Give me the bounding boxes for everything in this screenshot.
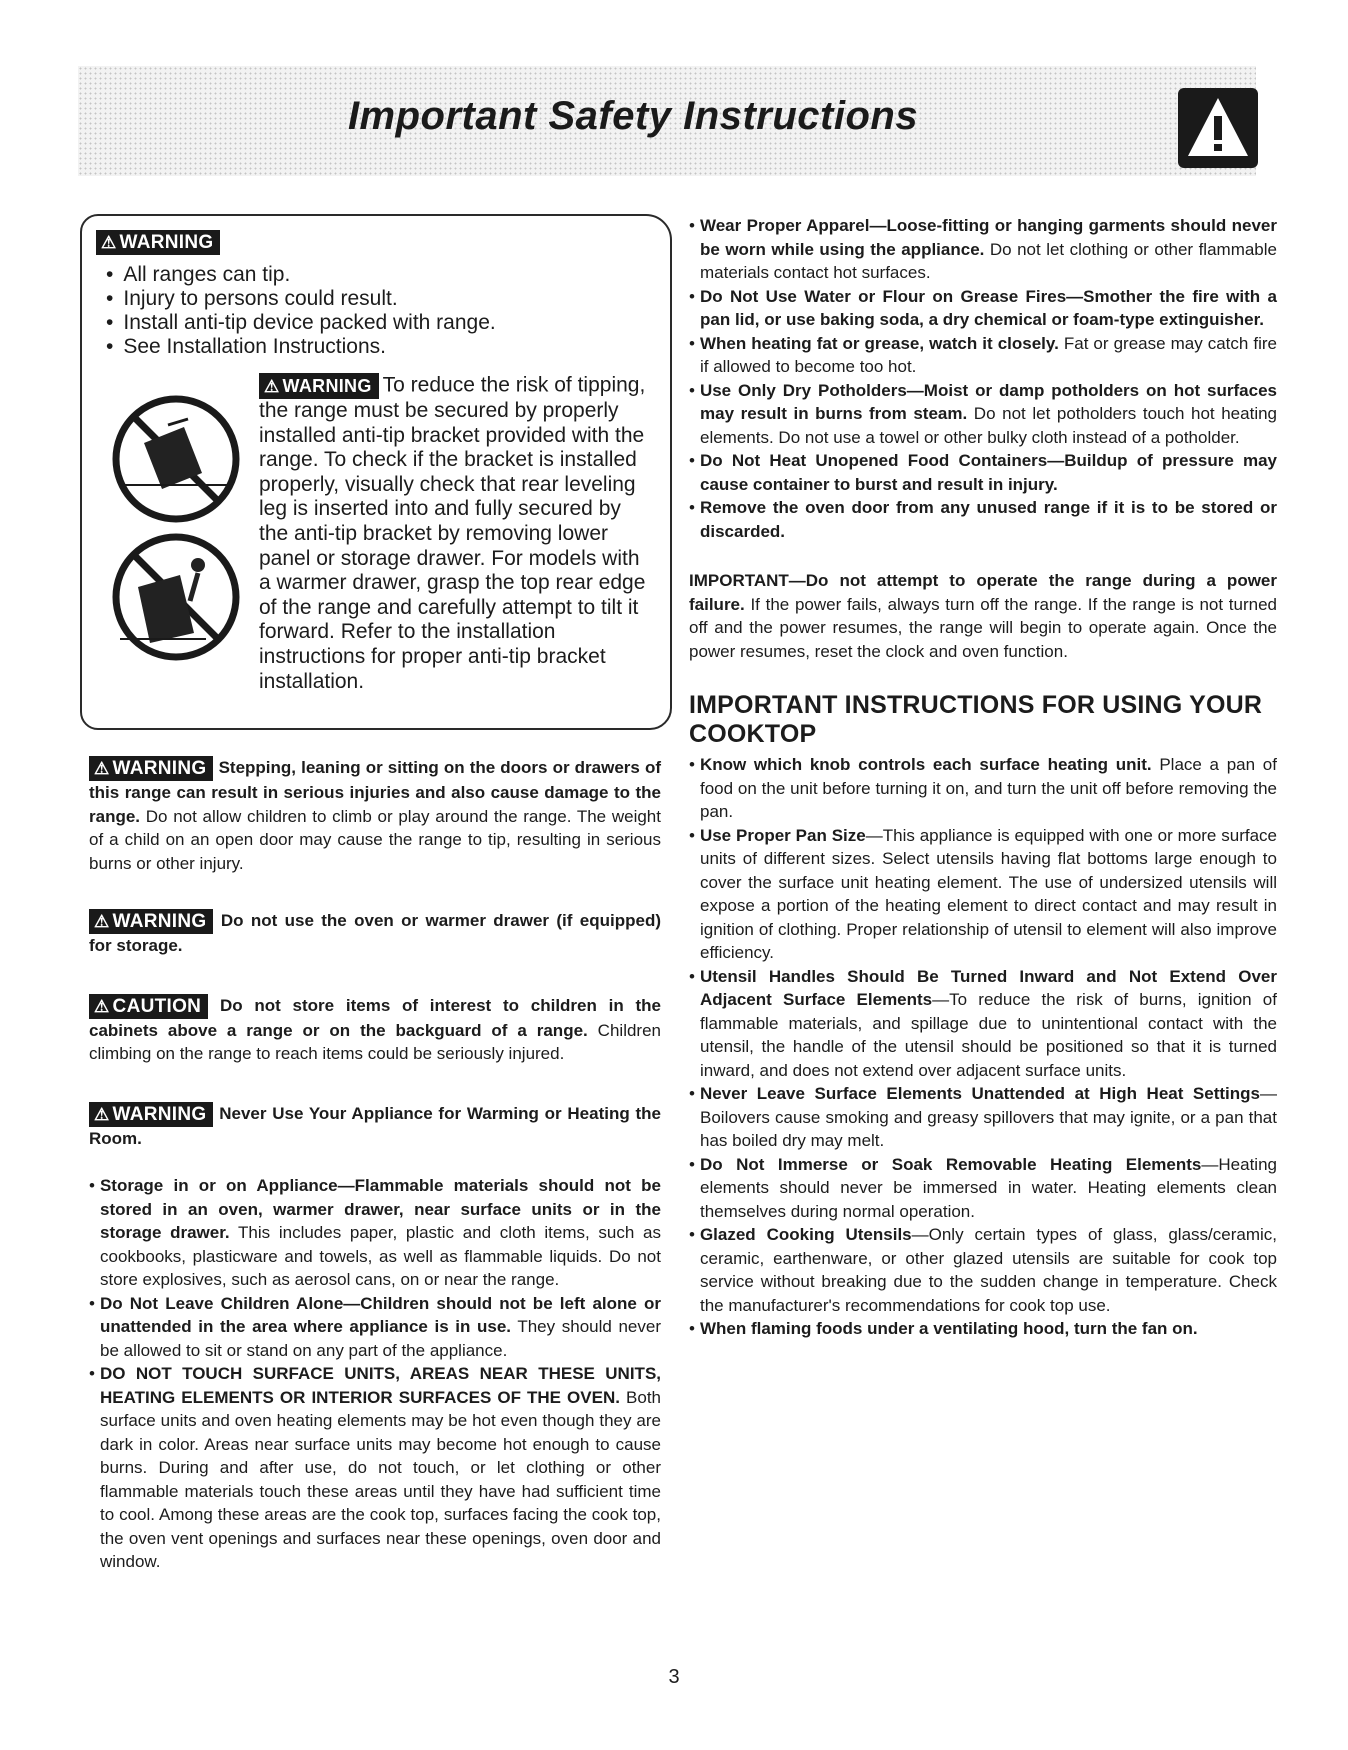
alert-icon: ⚠ bbox=[94, 1104, 110, 1124]
left-safety-list bbox=[89, 1174, 661, 1574]
alert-icon: ⚠ bbox=[94, 912, 110, 932]
cooktop-heading: IMPORTANT INSTRUCTIONS FOR USING YOUR COOKTOP bbox=[689, 691, 1263, 748]
tip-instruction-text: ⚠ WARNING To reduce the risk of tipping, the range must be secured by properly installed anti-tip bracket provided with the range. To check if the bracket is installed properly, visually check that rear leveling leg is inserted into and fully secured by the anti-tip bracket by removing lower panel or storage drawer. For models with a warmer drawer, grasp the top rear edge of the range and carefully attempt to tilt it forward. Refer to the installation instructions for proper anti-tip bracket installation. bbox=[259, 373, 646, 693]
alert-icon: ⚠ bbox=[264, 377, 280, 396]
notice-stepping: ⚠ WARNING Stepping, leaning or sitting on the doors or drawers of this range can result in serious injuries and also cause damage to the range. Do not allow children to climb or play around the range. The weight of a child on an open door may cause the range to tip, resulting in serious burns or other injury. bbox=[89, 758, 661, 873]
list-item: • When flaming foods under a ventilating hood, turn the fan on. bbox=[689, 1317, 1277, 1341]
warning-label: ⚠ WARNING bbox=[89, 756, 213, 781]
list-item: • Glazed Cooking Utensils—Only certain types of glass, glass/ceramic, ceramic, earthenware, or other glazed utensils are suitable for cook top service without breaking due to the sudden change in temperature. Check the manufacturer's recommendations for cook top use. bbox=[689, 1223, 1277, 1317]
right-column bbox=[689, 214, 1277, 1341]
range-tip-icon bbox=[110, 393, 242, 525]
list-item: • Know which knob controls each surface heating unit. Place a pan of food on the unit before turning it on, and turn the unit off before removing the pan. bbox=[689, 753, 1277, 824]
list-item: • When heating fat or grease, watch it closely. Fat or grease may catch fire if allowed to become too hot. bbox=[689, 332, 1277, 379]
important-power-failure: IMPORTANT—Do not attempt to operate the range during a power failure. If the power fails, always turn off the range. If the range is not turned off and the power resumes, the range will begin to operate again. Once the power resumes, reset the clock and oven function. bbox=[689, 571, 1277, 661]
header-band bbox=[78, 66, 1256, 176]
right-safety-list bbox=[689, 214, 1277, 543]
list-item: • Do Not Heat Unopened Food Containers—Buildup of pressure may cause container to burst and result in injury. bbox=[689, 449, 1277, 496]
warning-label: ⚠ WARNING bbox=[259, 373, 379, 399]
notice-children: ⚠ CAUTION Do not store items of interest to children in the cabinets above a range or on the backguard of a range. Children climbing on the range to reach items could be seriously injured. bbox=[89, 995, 661, 1064]
alert-icon: ⚠ bbox=[94, 996, 110, 1016]
warning-label: ⚠ WARNING bbox=[89, 1102, 213, 1127]
page-number: 3 bbox=[668, 1666, 680, 1688]
tip-body bbox=[96, 373, 652, 694]
list-item: • Injury to persons could result. bbox=[106, 287, 652, 311]
list-item: • Use Proper Pan Size—This appliance is equipped with one or more surface units of different sizes. Select utensils having flat bottoms large enough to cover the surface unit heating element. The use of undersized utensils will expose a portion of the heating element to direct contact and may result in ignition of clothing. Proper relationship of utensil to element will also improve efficiency. bbox=[689, 824, 1277, 965]
child-on-door-icon bbox=[110, 531, 242, 663]
list-item: • DO NOT TOUCH SURFACE UNITS, AREAS NEAR THESE UNITS, HEATING ELEMENTS OR INTERIOR SURFACES OF THE OVEN. Both surface units and oven heating elements may be hot even though they are dark in color. Areas near surface units may become hot enough to cause burns. During and after use, do not touch, or let clothing or other flammable materials touch these areas until they have had sufficient time to cool. Among these areas are the cook top, surfaces facing the cook top, the oven vent openings and surfaces near these openings, oven door and window. bbox=[89, 1362, 661, 1574]
list-item: • Do Not Immerse or Soak Removable Heating Elements—Heating elements should never be immersed in water. Heating elements clean themselves during normal operation. bbox=[689, 1153, 1277, 1224]
list-item: • Utensil Handles Should Be Turned Inward and Not Extend Over Adjacent Surface Elements—To reduce the risk of burns, ignition of flammable materials, and spillage due to unintentional contact with the utensil, the handle of the utensil should be positioned so that it is turned inward, and does not extend over adjacent surface units. bbox=[689, 965, 1277, 1083]
list-item: • Do Not Use Water or Flour on Grease Fires—Smother the fire with a pan lid, or use baking soda, a dry chemical or foam-type extinguisher. bbox=[689, 285, 1277, 332]
list-item: • Never Leave Surface Elements Unattended at High Heat Settings—Boilovers cause smoking and greasy spillovers that may ignite, or a pan that has boiled dry may melt. bbox=[689, 1082, 1277, 1153]
list-item: • Use Only Dry Potholders—Moist or damp potholders on hot surfaces may result in burns from steam. Do not let potholders touch hot heating elements. Do not use a towel or other bulky cloth instead of a potholder. bbox=[689, 379, 1277, 450]
tip-bullets bbox=[96, 263, 652, 359]
list-item: • Storage in or on Appliance—Flammable materials should not be stored in an oven, warmer drawer, near surface units or in the storage drawer. This includes paper, plastic and cloth items, such as cookbooks, plasticware and towels, as well as flammable liquids. Do not store explosives, such as aerosol cans, on or near the range. bbox=[89, 1174, 661, 1292]
alert-icon: ⚠ bbox=[94, 759, 110, 779]
warning-triangle-icon bbox=[1178, 88, 1258, 168]
alert-icon: ⚠ bbox=[101, 233, 117, 252]
notice-heating: ⚠ WARNING Never Use Your Appliance for Warming or Heating the Room. bbox=[89, 1103, 661, 1148]
tip-warning-box bbox=[80, 214, 672, 730]
notice-storage: ⚠ WARNING Do not use the oven or warmer drawer (if equipped) for storage. bbox=[89, 911, 661, 956]
list-item: • All ranges can tip. bbox=[106, 263, 652, 287]
list-item: • Do Not Leave Children Alone—Children should not be left alone or unattended in the area where appliance is in use. They should never be allowed to sit or stand on any part of the appliance. bbox=[89, 1292, 661, 1363]
page-title: Important Safety Instructions bbox=[347, 94, 919, 138]
list-item: • See Installation Instructions. bbox=[106, 335, 652, 359]
list-item: • Remove the oven door from any unused range if it is to be stored or discarded. bbox=[689, 496, 1277, 543]
list-item: • Wear Proper Apparel—Loose-fitting or hanging garments should never be worn while using the appliance. Do not let clothing or other flammable materials contact hot surfaces. bbox=[689, 214, 1277, 285]
warning-label: ⚠ WARNING bbox=[89, 909, 213, 934]
left-column bbox=[89, 214, 661, 1574]
cooktop-list bbox=[689, 753, 1277, 1341]
warning-label: ⚠ WARNING bbox=[96, 230, 220, 255]
caution-label: ⚠ CAUTION bbox=[89, 994, 208, 1019]
list-item: • Install anti-tip device packed with range. bbox=[106, 311, 652, 335]
